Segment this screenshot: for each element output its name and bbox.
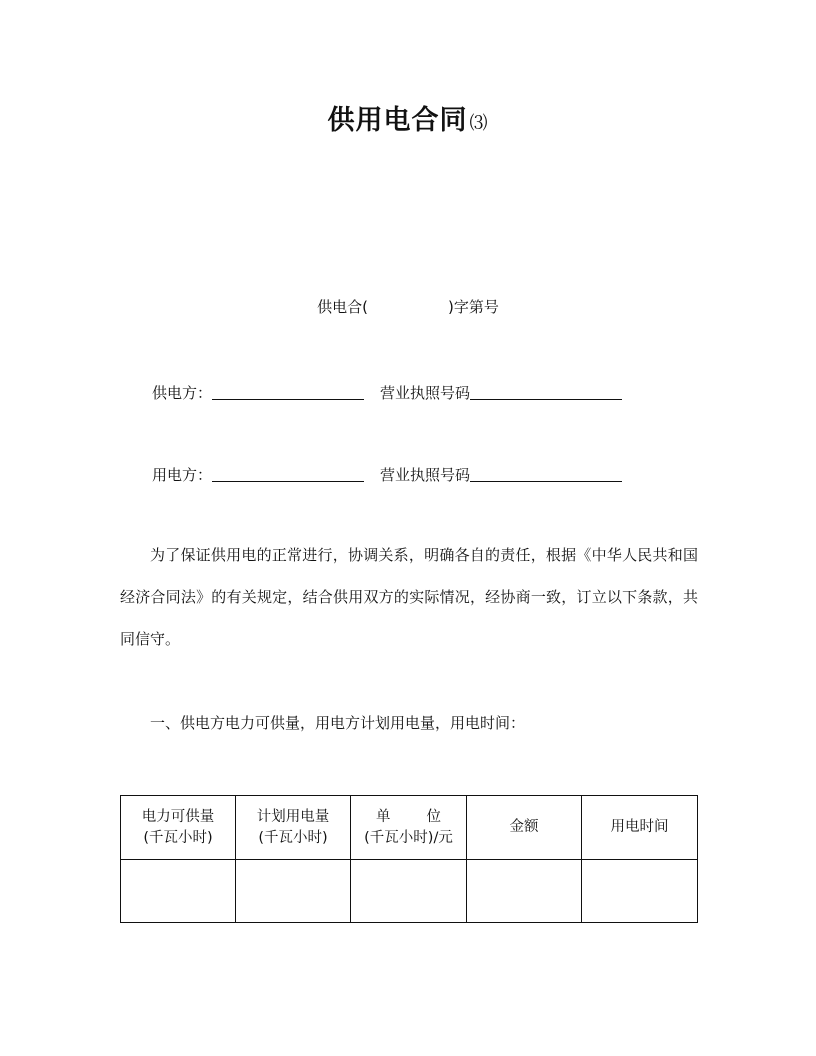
- table-row: [121, 860, 698, 923]
- header-unit-char-1: 单: [376, 808, 391, 825]
- user-row: [152, 464, 622, 485]
- header-planned-usage-line1: 计划用电量: [256, 808, 330, 825]
- header-available-supply: [121, 796, 236, 860]
- contract-number-suffix: )字第号: [448, 298, 499, 316]
- title-text: 供用电合同: [327, 105, 468, 136]
- header-planned-usage: [236, 796, 351, 860]
- user-license-label: 营业执照号码: [380, 466, 471, 484]
- header-usage-time: [582, 796, 698, 860]
- supplier-row: [152, 382, 622, 403]
- table-cell[interactable]: [351, 860, 467, 923]
- header-amount-line1: 金额: [509, 819, 539, 835]
- supply-table: [120, 795, 698, 923]
- header-usage-time-line1: 用电时间: [610, 819, 669, 835]
- header-amount: [467, 796, 582, 860]
- contract-number-prefix: 供电合(: [317, 298, 368, 316]
- header-planned-usage-line2: (千瓦小时): [258, 829, 328, 846]
- user-license-blank: [470, 480, 622, 482]
- supplier-label: 供电方：: [152, 384, 213, 402]
- title-suffix: ⑶: [469, 113, 489, 134]
- supplier-license-blank: [470, 398, 622, 400]
- supplier-name-blank: [212, 398, 364, 400]
- header-available-supply-line2: (千瓦小时): [143, 829, 213, 846]
- header-available-supply-line1: 电力可供量: [141, 808, 215, 825]
- table-cell[interactable]: [467, 860, 582, 923]
- table-cell[interactable]: [582, 860, 698, 923]
- table-cell[interactable]: [121, 860, 236, 923]
- table-header-row: [121, 796, 698, 860]
- contract-number-line: [0, 296, 816, 317]
- header-unit-price: [351, 796, 467, 860]
- page-title: [0, 98, 816, 137]
- section-1-heading: 一、供电方电力可供量，用电方计划用电量，用电时间：: [150, 714, 526, 732]
- header-unit-price-line1: [351, 807, 466, 828]
- table-cell[interactable]: [236, 860, 351, 923]
- supplier-license-label: 营业执照号码: [380, 384, 471, 402]
- header-unit-price-line2: (千瓦小时)/元: [364, 829, 453, 846]
- user-name-blank: [212, 480, 364, 482]
- user-label: 用电方：: [152, 466, 213, 484]
- header-unit-char-2: 位: [426, 808, 441, 825]
- preamble-paragraph: 为了保证供用电的正常进行，协调关系，明确各自的责任，根据《中华人民共和国经济合同法》的有关规定，结合供用双方的实际情况，经协商一致，订立以下条款，共同信守。: [120, 546, 698, 648]
